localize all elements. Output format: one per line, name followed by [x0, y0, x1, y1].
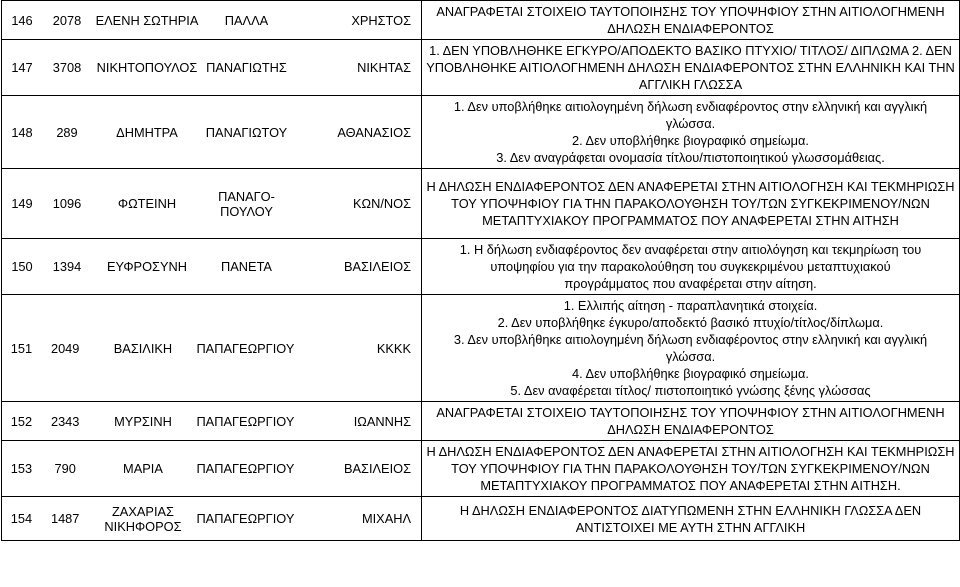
rejection-reason-line: 5. Δεν αναφέρεται τίτλος/ πιστοποιητικό γνώσης ξένης γλώσσας [510, 383, 871, 398]
rejection-reason-line: ΤΟΥ ΥΠΟΨΗΦΙΟΥ ΓΙΑ ΤΗΝ ΠΑΡΑΚΟΛΟΥΘΗΣΗ ΤΟΥ/ΤΩΝ ΣΥΓΚΕΚΡΙΜΕΝΟΥ/ΝΩΝ [451, 196, 930, 211]
table-row [2, 1, 960, 40]
applicants-table [1, 0, 960, 541]
rejection-reason-line: ΤΟΥ ΥΠΟΨΗΦΙΟΥ ΓΙΑ ΤΗΝ ΠΑΡΑΚΟΛΟΥΘΗΣΗ ΤΟΥ/ΤΩΝ ΣΥΓΚΕΚΡΙΜΕΝΟΥ/ΝΩΝ [451, 461, 930, 476]
first-name: ΒΑΣΙΛΙΚΗ [113, 340, 173, 356]
application-id: 790 [54, 461, 76, 476]
first-name: ΜΑΡΙΑ [123, 461, 163, 476]
rejection-reason-line: Η ΔΗΛΩΣΗ ΕΝΔΙΑΦΕΡΟΝΤΟΣ ΔΕΝ ΑΝΑΦΕΡΕΤΑΙ ΣΤΗΝ ΑΙΤΙΟΛΟΓΗΣΗ ΚΑΙ ΤΕΚΜΗΡΙΩΣΗ [426, 179, 955, 194]
applicant-cell [2, 441, 422, 497]
applicant-number: 152 [10, 413, 33, 429]
last-name: ΠΑΝΑΓΙΩΤΟΥ [205, 124, 288, 140]
applicant-cell [2, 497, 422, 541]
rejection-reason-line: γλώσσα. [665, 116, 716, 131]
rejection-reason-line: 3. Δεν υποβλήθηκε αιτιολογημένη δήλωση ενδιαφέροντος στην ελληνική και αγγλική [453, 332, 928, 347]
table-row [2, 441, 960, 497]
application-id: 2049 [50, 340, 80, 356]
rejection-reason-cell [422, 239, 960, 295]
application-id: 3708 [52, 60, 82, 75]
rejection-reason-line: ΔΗΛΩΣΗ ΕΝΔΙΑΦΕΡΟΝΤΟΣ [607, 21, 774, 36]
rejection-reason-line: 1. Η δήλωση ενδιαφέροντος δεν αναφέρεται στην αιτιολόγηση και τεκμηρίωση του [459, 242, 922, 257]
rejection-reason-line: 4. Δεν υποβλήθηκε βιογραφικό σημείωμα. [572, 366, 809, 381]
last-name: ΠΑΛΛΑ [224, 12, 269, 28]
application-id: 1487 [50, 511, 80, 526]
rejection-reason-line: Η ΔΗΛΩΣΗ ΕΝΔΙΑΦΕΡΟΝΤΟΣ ΔΕΝ ΑΝΑΦΕΡΕΤΑΙ ΣΤΗΝ ΑΙΤΙΟΛΟΓΗΣΗ ΚΑΙ ΤΕΚΜΗΡΙΩΣΗ [426, 444, 955, 459]
applicant-number: 149 [11, 196, 33, 211]
application-id: 2343 [50, 413, 80, 429]
first-name: ΖΑΧΑΡΙΑΣ ΝΙΚΗΦΟΡΟΣ [104, 503, 182, 534]
applicant-number: 151 [10, 340, 33, 356]
last-name: ΠΑΝΑΓΙΩΤΗΣ [206, 60, 287, 75]
first-name: ΔΗΜΗΤΡΑ [116, 124, 178, 140]
rejection-reason-line: ΑΝΤΙΣΤΟΙΧΕΙ ΜΕ ΑΥΤΗ ΣΤΗΝ ΑΓΓΛΙΚΗ [575, 519, 806, 535]
father-name: ΙΩΑΝΝΗΣ [353, 413, 412, 429]
rejection-reason-cell [422, 169, 960, 239]
rejection-reason-cell [422, 402, 960, 441]
rejection-reason-line: 2. Δεν υποβλήθηκε έγκυρο/αποδεκτό βασικό πτυχίο/τίτλος/δίπλωμα. [497, 315, 884, 330]
rejection-reason-line: ΜΕΤΑΠΤΥΧΙΑΚΟΥ ΠΡΟΓΡΑΜΜΑΤΟΣ ΠΟΥ ΑΝΑΦΕΡΕΤΑΙ ΣΤΗΝ ΑΙΤΗΣΗ. [480, 478, 901, 493]
applicant-cell [2, 239, 422, 295]
applicant-cell [2, 40, 422, 96]
applicant-number: 153 [10, 461, 33, 476]
first-name: ΝΙΚΗΤΟΠΟΥΛΟΣ [96, 60, 198, 75]
rejection-reason-line: ΔΗΛΩΣΗ ΕΝΔΙΑΦΕΡΟΝΤΟΣ [607, 422, 774, 437]
rejection-reason-cell [422, 40, 960, 96]
rejection-reason-line: 1. Δεν υποβλήθηκε αιτιολογημένη δήλωση ενδιαφέροντος στην ελληνική και αγγλική [453, 99, 928, 114]
application-id: 2078 [52, 12, 82, 28]
applicant-cell [2, 1, 422, 40]
rejection-reason-cell [422, 96, 960, 169]
last-name: ΠΑΠΑΓΕΩΡΓΙΟΥ [196, 461, 295, 476]
applicant-number: 147 [11, 60, 33, 75]
applicant-number: 150 [11, 259, 33, 274]
rejection-reason-line: 3. Δεν αναγράφεται ονομασία τίτλου/πιστοποιητικού γλωσσομάθειας. [496, 150, 885, 165]
rejection-reason-line: 1. Ελλιπής αίτηση - παραπλανητικά στοιχεία. [563, 298, 818, 313]
first-name: ΦΩΤΕΙΝΗ [117, 196, 177, 211]
applicant-cell [2, 402, 422, 441]
rejection-reason-line: 2. Δεν υποβλήθηκε βιογραφικό σημείωμα. [572, 133, 809, 148]
applicants-table-body [2, 1, 960, 541]
last-name: ΠΑΝΑΓΟ-ΠΟΥΛΟΥ [218, 188, 275, 219]
father-name: ΚΚΚΚ [376, 340, 412, 356]
father-name: ΑΘΑΝΑΣΙΟΣ [337, 124, 411, 140]
applicant-cell [2, 295, 422, 402]
first-name: ΕΥΦΡΟΣΥΝΗ [107, 259, 187, 274]
rejection-reason-line: 1. ΔΕΝ ΥΠΟΒΛΗΘΗΚΕ ΕΓΚΥΡΟ/ΑΠΟΔΕΚΤΟ ΒΑΣΙΚΟ ΠΤΥΧΙΟ/ ΤΙΤΛΟΣ/ ΔΙΠΛΩΜΑ 2. ΔΕΝ [429, 43, 952, 58]
father-name: ΜΙΧΑΗΛ [361, 511, 412, 526]
application-id: 1096 [52, 196, 82, 211]
applicant-number: 148 [11, 124, 33, 140]
first-name: ΜΥΡΣΙΝΗ [114, 413, 172, 429]
father-name: ΒΑΣΙΛΕΙΟΣ [343, 259, 411, 274]
father-name: ΒΑΣΙΛΕΙΟΣ [343, 461, 412, 476]
rejection-reason-line: ΑΝΑΓΡΑΦΕΤΑΙ ΣΤΟΙΧΕΙΟ ΤΑΥΤΟΠΟΙΗΣΗΣ ΤΟΥ ΥΠΟΨΗΦΙΟΥ ΣΤΗΝ ΑΙΤΙΟΛΟΓΗΜΕΝΗ [436, 405, 945, 420]
last-name: ΠΑΝΕΤΑ [221, 259, 272, 274]
applicant-number: 154 [10, 511, 33, 526]
table-row [2, 497, 960, 541]
rejection-reason-cell [422, 441, 960, 497]
father-name: ΧΡΗΣΤΟΣ [351, 12, 411, 28]
table-row [2, 295, 960, 402]
application-id: 1394 [52, 259, 82, 274]
table-row [2, 169, 960, 239]
applicant-number: 146 [11, 12, 33, 28]
father-name: ΚΩΝ/ΝΟΣ [352, 196, 411, 211]
table-row [2, 96, 960, 169]
father-name: ΝΙΚΗΤΑΣ [357, 60, 411, 75]
rejection-reason-line: υποψηφίου για την παρακολούθηση του συγκεκριμένου μεταπτυχιακού [490, 259, 891, 274]
rejection-reason-cell [422, 1, 960, 40]
rejection-reason-cell [422, 295, 960, 402]
application-id: 289 [56, 124, 78, 140]
applicant-cell [2, 96, 422, 169]
applicant-cell [2, 169, 422, 239]
table-row [2, 40, 960, 96]
table-row [2, 402, 960, 441]
rejection-reason-line: ΑΝΑΓΡΑΦΕΤΑΙ ΣΤΟΙΧΕΙΟ ΤΑΥΤΟΠΟΙΗΣΗΣ ΤΟΥ ΥΠΟΨΗΦΙΟΥ ΣΤΗΝ ΑΙΤΙΟΛΟΓΗΜΕΝΗ [436, 4, 945, 19]
rejection-reason-line: γλώσσα. [665, 349, 716, 364]
rejection-reason-line: προγράμματος που αναφέρεται στην αίτηση. [564, 276, 817, 291]
last-name: ΠΑΠΑΓΕΩΡΓΙΟΥ [196, 340, 295, 356]
rejection-reason-line: ΥΠΟΒΛΗΘΗΚΕ ΑΙΤΙΟΛΟΓΗΜΕΝΗ ΔΗΛΩΣΗ ΕΝΔΙΑΦΕΡΟΝΤΟΣ ΣΤΗΝ ΕΛΛΗΝΙΚΗ ΚΑΙ ΤΗΝ [426, 60, 955, 75]
rejection-reason-line: ΜΕΤΑΠΤΥΧΙΑΚΟΥ ΠΡΟΓΡΑΜΜΑΤΟΣ ΠΟΥ ΑΝΑΦΕΡΕΤΑΙ ΣΤΗΝ ΑΙΤΗΣΗ [482, 213, 899, 228]
rejection-reason-line: Η ΔΗΛΩΣΗ ΕΝΔΙΑΦΕΡΟΝΤΟΣ ΔΙΑΤΥΠΩΜΕΝΗ ΣΤΗΝ ΕΛΛΗΝΙΚΗ ΓΛΩΣΣΑ ΔΕΝ [459, 502, 922, 518]
table-row [2, 239, 960, 295]
first-name: ΕΛΕΝΗ ΣΩΤΗΡΙΑ [95, 12, 199, 28]
last-name: ΠΑΠΑΓΕΩΡΓΙΟΥ [196, 511, 295, 526]
rejection-reason-cell [422, 497, 960, 541]
last-name: ΠΑΠΑΓΕΩΡΓΙΟΥ [196, 413, 295, 429]
rejection-reason-line: ΑΓΓΛΙΚΗ ΓΛΩΣΣΑ [638, 77, 743, 92]
